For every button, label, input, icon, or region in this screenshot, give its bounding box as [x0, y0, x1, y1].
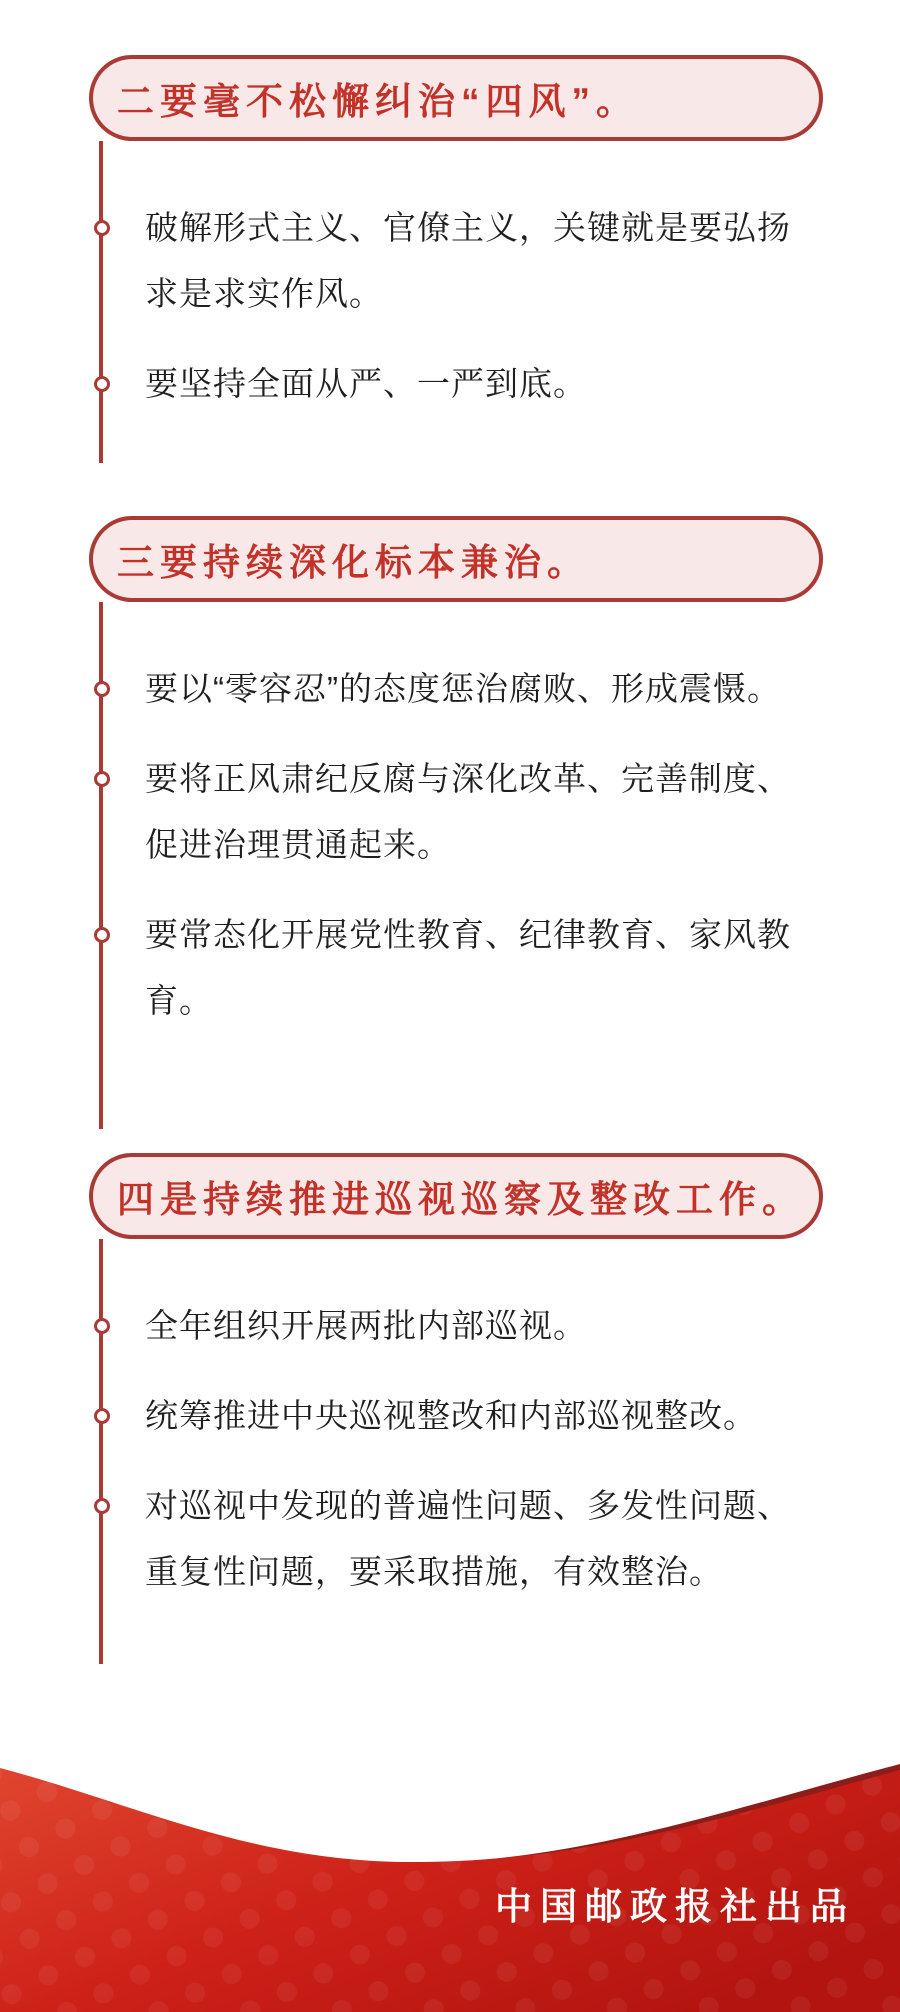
bullet-text: 要坚持全面从严、一严到底。	[145, 365, 587, 402]
footer-credit: 中国邮政报社出品	[495, 1886, 855, 1927]
section-title: 四是持续推进巡视巡察及整改工作。	[117, 1179, 805, 1220]
list-item	[99, 1473, 805, 1605]
list-item	[99, 1383, 805, 1449]
list-item	[99, 195, 805, 327]
bullet-list	[99, 141, 900, 417]
bullet-marker-icon	[94, 771, 110, 787]
section-body-2	[99, 602, 900, 1034]
bullet-text: 要以“零容忍”的态度惩治腐败、形成震慑。	[145, 670, 781, 707]
list-item	[99, 351, 805, 417]
bullet-text: 要将正风肃纪反腐与深化改革、完善制度、促进治理贯通起来。	[145, 760, 791, 863]
section-body-3	[99, 1239, 900, 1605]
bullet-marker-icon	[94, 1498, 110, 1514]
bullet-text: 统筹推进中央巡视整改和内部巡视整改。	[145, 1397, 757, 1434]
section-title: 三要持续深化标本兼治。	[117, 542, 590, 583]
bullet-marker-icon	[94, 376, 110, 392]
section-header-2	[89, 516, 823, 602]
bullet-list	[99, 602, 900, 1034]
list-item	[99, 656, 805, 722]
bullet-text: 全年组织开展两批内部巡视。	[145, 1307, 587, 1344]
bullet-text: 要常态化开展党性教育、纪律教育、家风教育。	[145, 916, 791, 1019]
list-item	[99, 746, 805, 878]
section-header-3	[89, 1153, 823, 1239]
section-title: 二要毫不松懈纠治“四风”。	[117, 81, 639, 122]
section-header-1	[89, 55, 823, 141]
footer-wave	[0, 1700, 900, 2012]
section-body-1	[99, 141, 900, 417]
bullet-marker-icon	[94, 1318, 110, 1334]
bullet-marker-icon	[94, 220, 110, 236]
list-item	[99, 902, 805, 1034]
bullet-marker-icon	[94, 1408, 110, 1424]
bullet-text: 破解形式主义、官僚主义，关键就是要弘扬求是求实作风。	[145, 209, 791, 312]
list-item	[99, 1293, 805, 1359]
bullet-text: 对巡视中发现的普遍性问题、多发性问题、重复性问题，要采取措施，有效整治。	[145, 1487, 791, 1590]
bullet-marker-icon	[94, 681, 110, 697]
bullet-marker-icon	[94, 927, 110, 943]
bullet-list	[99, 1239, 900, 1605]
